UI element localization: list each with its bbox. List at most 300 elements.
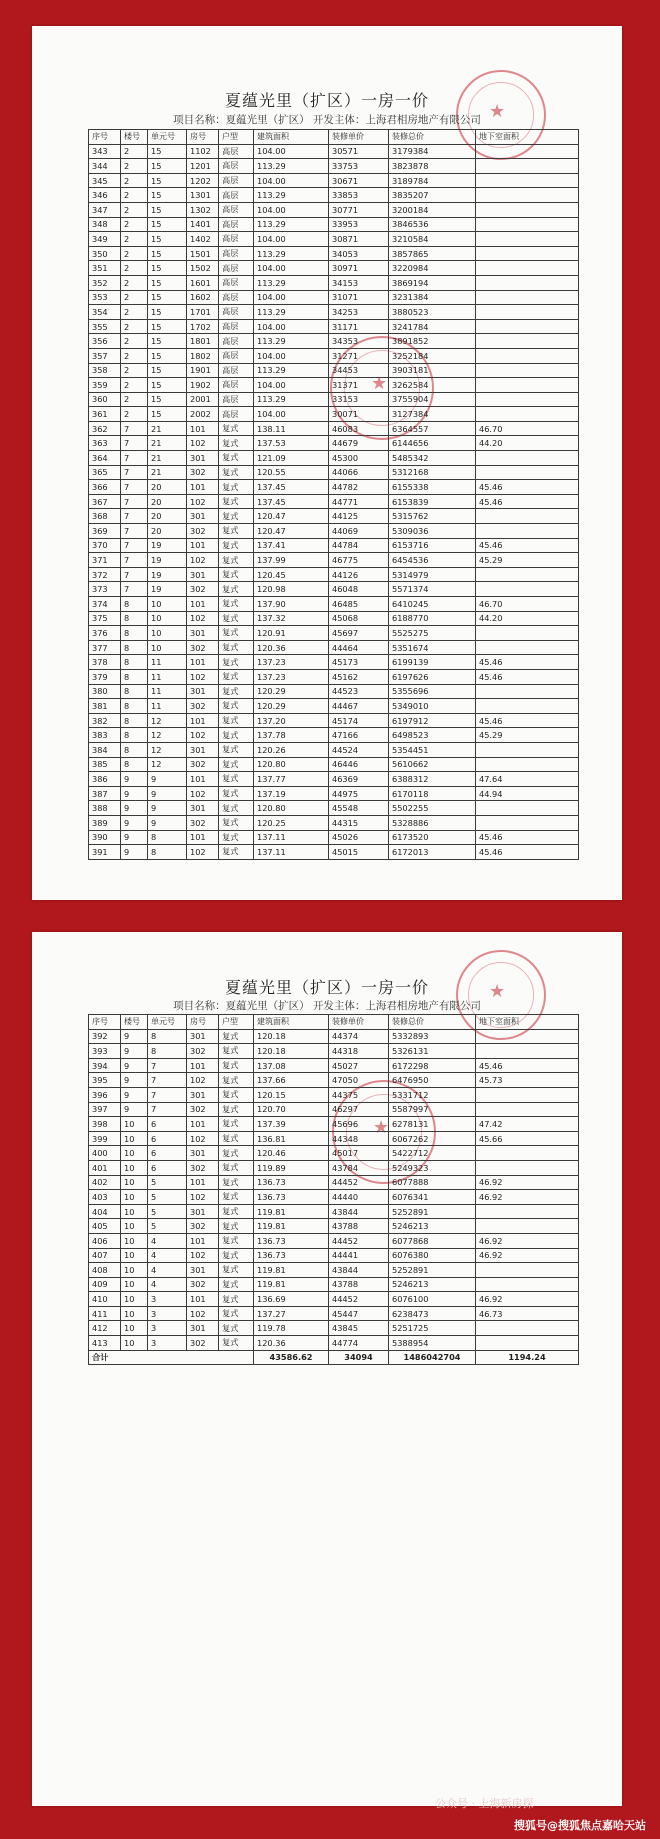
table-cell: 高层 [219, 275, 254, 290]
table-cell: 复式 [219, 1248, 254, 1263]
table-cell: 119.81 [254, 1263, 329, 1278]
table-cell: 44.20 [476, 436, 579, 451]
table-cell: 371 [89, 553, 121, 568]
table-cell: 5422712 [389, 1146, 476, 1161]
table-cell: 43844 [329, 1204, 389, 1219]
table-cell: 360 [89, 392, 121, 407]
table-cell: 6170118 [389, 786, 476, 801]
table-cell: 5355696 [389, 684, 476, 699]
total-unit-price: 34094 [329, 1350, 389, 1365]
table-cell: 45.46 [476, 1058, 579, 1073]
table-cell: 302 [187, 1336, 219, 1351]
table-cell: 386 [89, 772, 121, 787]
table-cell: 5331712 [389, 1087, 476, 1102]
table-cell: 46.92 [476, 1190, 579, 1205]
table-row [89, 1190, 579, 1205]
table-cell: 复式 [219, 1306, 254, 1321]
table-cell: 10 [121, 1277, 148, 1292]
table-cell: 15 [148, 232, 187, 247]
table-cell: 47.64 [476, 772, 579, 787]
table-cell: 44467 [329, 699, 389, 714]
table-cell: 101 [187, 713, 219, 728]
table-cell: 5332893 [389, 1029, 476, 1044]
table-cell: 8 [148, 1029, 187, 1044]
table-cell: 137.11 [254, 845, 329, 860]
table-cell: 10 [121, 1263, 148, 1278]
table-cell: 复式 [219, 1029, 254, 1044]
table-cell: 2 [121, 261, 148, 276]
table-cell: 372 [89, 567, 121, 582]
table-cell: 120.36 [254, 640, 329, 655]
table-cell: 3903181 [389, 363, 476, 378]
table-cell [476, 684, 579, 699]
table-cell: 7 [148, 1073, 187, 1088]
table-cell: 10 [148, 640, 187, 655]
table-cell: 15 [148, 275, 187, 290]
project-subtitle: 项目名称：夏蕴光里（扩区） 开发主体：上海君相房地产有限公司 [173, 1000, 481, 1012]
table-cell: 119.89 [254, 1160, 329, 1175]
table-cell: 2 [121, 363, 148, 378]
table-cell: 120.26 [254, 742, 329, 757]
table-cell: 302 [187, 524, 219, 539]
table-cell: 387 [89, 786, 121, 801]
column-header: 装修总价 [389, 130, 476, 145]
table-row [89, 1306, 579, 1321]
table-cell: 369 [89, 524, 121, 539]
table-cell [476, 465, 579, 480]
table-cell: 11 [148, 699, 187, 714]
table-cell: 349 [89, 232, 121, 247]
table-cell: 138.11 [254, 421, 329, 436]
table-cell: 8 [121, 597, 148, 612]
table-cell: 6454536 [389, 553, 476, 568]
table-cell: 302 [187, 1219, 219, 1234]
table-cell: 2 [121, 378, 148, 393]
table-cell: 113.29 [254, 334, 329, 349]
table-row [89, 538, 579, 553]
table-cell [476, 1146, 579, 1161]
table-cell: 350 [89, 246, 121, 261]
column-header: 户型 [219, 1015, 254, 1030]
table-cell: 4 [148, 1248, 187, 1263]
table-cell: 15 [148, 217, 187, 232]
table-cell: 102 [187, 1306, 219, 1321]
table-row [89, 246, 579, 261]
table-cell: 120.47 [254, 509, 329, 524]
table-cell: 44440 [329, 1190, 389, 1205]
table-cell: 高层 [219, 217, 254, 232]
table-cell: 6153839 [389, 494, 476, 509]
table-cell: 6 [148, 1160, 187, 1175]
table-cell: 6173520 [389, 830, 476, 845]
table-cell: 343 [89, 144, 121, 159]
table-cell: 复式 [219, 830, 254, 845]
table-cell: 119.81 [254, 1277, 329, 1292]
document-page-1 [32, 26, 622, 900]
table-cell: 5312168 [389, 465, 476, 480]
table-cell: 31371 [329, 378, 389, 393]
table-cell: 113.29 [254, 217, 329, 232]
table-cell: 8 [121, 742, 148, 757]
table-cell: 7 [121, 494, 148, 509]
table-cell: 复式 [219, 757, 254, 772]
table-row [89, 845, 579, 860]
total-area: 43586.62 [254, 1350, 329, 1365]
table-cell: 44125 [329, 509, 389, 524]
table-row [89, 1117, 579, 1132]
table-cell: 102 [187, 436, 219, 451]
table-cell: 120.47 [254, 524, 329, 539]
table-cell: 44375 [329, 1087, 389, 1102]
table-cell: 3127384 [389, 407, 476, 422]
table-row [89, 1321, 579, 1336]
table-row [89, 699, 579, 714]
table-cell: 136.73 [254, 1175, 329, 1190]
table-cell: 1302 [187, 202, 219, 217]
table-cell: 399 [89, 1131, 121, 1146]
table-row [89, 815, 579, 830]
table-cell: 15 [148, 246, 187, 261]
column-header: 楼号 [121, 1015, 148, 1030]
table-cell: 6077868 [389, 1233, 476, 1248]
table-cell: 5246213 [389, 1219, 476, 1234]
table-cell: 34353 [329, 334, 389, 349]
table-cell: 3252184 [389, 348, 476, 363]
table-cell: 375 [89, 611, 121, 626]
table-cell [476, 144, 579, 159]
table-cell: 19 [148, 582, 187, 597]
table-header-row [89, 1015, 579, 1030]
table-cell: 45447 [329, 1306, 389, 1321]
table-cell: 113.29 [254, 363, 329, 378]
table-cell: 1802 [187, 348, 219, 363]
table-row [89, 597, 579, 612]
table-cell: 7 [148, 1058, 187, 1073]
table-cell: 45015 [329, 845, 389, 860]
table-cell: 301 [187, 801, 219, 816]
table-cell: 137.32 [254, 611, 329, 626]
table-cell: 3200184 [389, 202, 476, 217]
table-cell: 复式 [219, 772, 254, 787]
table-cell: 6199139 [389, 655, 476, 670]
table-cell: 复式 [219, 728, 254, 743]
table-cell: 复式 [219, 494, 254, 509]
table-cell: 102 [187, 1131, 219, 1146]
column-header: 单元号 [148, 130, 187, 145]
table-cell [476, 815, 579, 830]
table-cell: 355 [89, 319, 121, 334]
table-cell: 21 [148, 421, 187, 436]
table-cell: 复式 [219, 1219, 254, 1234]
table-row [89, 830, 579, 845]
table-cell: 364 [89, 451, 121, 466]
table-row [89, 305, 579, 320]
table-row [89, 1102, 579, 1117]
table-cell: 120.18 [254, 1044, 329, 1059]
table-cell: 363 [89, 436, 121, 451]
table-row [89, 334, 579, 349]
table-row [89, 144, 579, 159]
table-cell: 6 [148, 1146, 187, 1161]
table-cell: 3823878 [389, 159, 476, 174]
table-cell: 34053 [329, 246, 389, 261]
table-cell: 43788 [329, 1219, 389, 1234]
table-cell: 9 [121, 1073, 148, 1088]
table-cell: 8 [121, 684, 148, 699]
table-cell: 383 [89, 728, 121, 743]
table-cell [476, 742, 579, 757]
table-cell: 3835207 [389, 188, 476, 203]
table-cell: 3846536 [389, 217, 476, 232]
table-cell: 104.00 [254, 144, 329, 159]
table-cell: 361 [89, 407, 121, 422]
table-cell: 2 [121, 202, 148, 217]
table-cell: 6 [148, 1117, 187, 1132]
table-cell: 7 [121, 421, 148, 436]
table-cell: 9 [121, 845, 148, 860]
column-header: 装修总价 [389, 1015, 476, 1030]
table-cell: 351 [89, 261, 121, 276]
table-cell: 302 [187, 815, 219, 830]
table-cell: 1401 [187, 217, 219, 232]
table-cell: 高层 [219, 261, 254, 276]
table-cell: 7 [121, 538, 148, 553]
table-cell [476, 582, 579, 597]
table-row [89, 1263, 579, 1278]
table-cell: 2 [121, 173, 148, 188]
table-cell: 15 [148, 378, 187, 393]
table-cell: 2 [121, 334, 148, 349]
table-row [89, 494, 579, 509]
table-cell: 104.00 [254, 261, 329, 276]
table-cell: 复式 [219, 1336, 254, 1351]
table-cell: 3 [148, 1306, 187, 1321]
table-cell: 302 [187, 582, 219, 597]
table-cell: 385 [89, 757, 121, 772]
table-cell: 45174 [329, 713, 389, 728]
table-cell: 368 [89, 509, 121, 524]
table-cell: 44318 [329, 1044, 389, 1059]
table-cell: 6188770 [389, 611, 476, 626]
table-cell: 381 [89, 699, 121, 714]
table-cell: 15 [148, 407, 187, 422]
table-cell: 137.19 [254, 786, 329, 801]
table-cell: 复式 [219, 1131, 254, 1146]
table-cell: 5610662 [389, 757, 476, 772]
table-cell: 45027 [329, 1058, 389, 1073]
table-cell: 390 [89, 830, 121, 845]
table-cell: 45.29 [476, 553, 579, 568]
table-cell: 30571 [329, 144, 389, 159]
table-cell: 5571374 [389, 582, 476, 597]
table-cell: 44.94 [476, 786, 579, 801]
table-row [89, 1146, 579, 1161]
table-cell: 5354451 [389, 742, 476, 757]
table-cell [476, 407, 579, 422]
table-cell: 30071 [329, 407, 389, 422]
table-cell: 复式 [219, 451, 254, 466]
table-cell: 15 [148, 319, 187, 334]
table-cell: 43845 [329, 1321, 389, 1336]
table-cell: 6144656 [389, 436, 476, 451]
table-cell: 2 [121, 275, 148, 290]
table-cell: 9 [121, 815, 148, 830]
table-cell: 120.45 [254, 567, 329, 582]
table-cell: 45.66 [476, 1131, 579, 1146]
table-cell: 136.73 [254, 1248, 329, 1263]
table-cell: 复式 [219, 655, 254, 670]
table-cell: 复式 [219, 480, 254, 495]
table-cell: 31171 [329, 319, 389, 334]
table-cell: 9 [148, 801, 187, 816]
table-cell: 46.73 [476, 1306, 579, 1321]
table-cell: 11 [148, 669, 187, 684]
table-cell: 44374 [329, 1029, 389, 1044]
table-row [89, 728, 579, 743]
table-cell: 7 [148, 1087, 187, 1102]
table-cell: 9 [148, 815, 187, 830]
column-header: 地下室面积 [476, 1015, 579, 1030]
table-cell: 2 [121, 144, 148, 159]
table-cell [476, 246, 579, 261]
table-cell: 302 [187, 1102, 219, 1117]
table-row [89, 509, 579, 524]
table-cell: 高层 [219, 348, 254, 363]
table-cell: 15 [148, 305, 187, 320]
table-row [89, 626, 579, 641]
table-cell: 6 [148, 1131, 187, 1146]
table-header-row [89, 130, 579, 145]
table-cell: 10 [121, 1336, 148, 1351]
table-cell: 1502 [187, 261, 219, 276]
table-cell: 7 [121, 509, 148, 524]
table-cell: 397 [89, 1102, 121, 1117]
table-cell: 15 [148, 159, 187, 174]
table-cell: 高层 [219, 202, 254, 217]
table-cell: 复式 [219, 582, 254, 597]
table-row [89, 655, 579, 670]
table-cell: 高层 [219, 392, 254, 407]
table-cell: 405 [89, 1219, 121, 1234]
table-cell: 137.78 [254, 728, 329, 743]
table-cell: 复式 [219, 465, 254, 480]
table-cell: 359 [89, 378, 121, 393]
table-cell: 137.66 [254, 1073, 329, 1088]
table-cell: 44069 [329, 524, 389, 539]
table-cell: 6076100 [389, 1292, 476, 1307]
table-cell: 378 [89, 655, 121, 670]
table-cell: 356 [89, 334, 121, 349]
table-cell: 44315 [329, 815, 389, 830]
table-cell: 120.36 [254, 1336, 329, 1351]
table-cell: 44452 [329, 1175, 389, 1190]
table-cell: 408 [89, 1263, 121, 1278]
table-cell: 20 [148, 509, 187, 524]
project-subtitle: 项目名称：夏蕴光里（扩区） 开发主体：上海君相房地产有限公司 [173, 114, 481, 126]
table-cell: 4 [148, 1233, 187, 1248]
table-cell: 3 [148, 1336, 187, 1351]
table-cell: 44523 [329, 684, 389, 699]
table-cell: 复式 [219, 509, 254, 524]
table-cell: 45026 [329, 830, 389, 845]
table-cell: 353 [89, 290, 121, 305]
seal-star-icon: ★ [489, 101, 506, 122]
table-cell: 10 [121, 1219, 148, 1234]
table-cell: 9 [121, 1044, 148, 1059]
table-cell [476, 1087, 579, 1102]
table-cell: 344 [89, 159, 121, 174]
table-cell: 10 [121, 1233, 148, 1248]
table-cell: 45.73 [476, 1073, 579, 1088]
table-cell: 301 [187, 1321, 219, 1336]
table-cell: 5251725 [389, 1321, 476, 1336]
table-cell: 9 [121, 1102, 148, 1117]
table-cell: 406 [89, 1233, 121, 1248]
table-cell: 11 [148, 655, 187, 670]
table-cell: 137.41 [254, 538, 329, 553]
table-cell: 8 [121, 728, 148, 743]
table-cell [476, 378, 579, 393]
table-cell: 复式 [219, 1175, 254, 1190]
table-cell: 45.46 [476, 655, 579, 670]
table-cell: 10 [121, 1117, 148, 1132]
table-cell: 2 [121, 290, 148, 305]
total-basement-area: 1194.24 [476, 1350, 579, 1365]
table-cell: 137.27 [254, 1306, 329, 1321]
table-cell: 104.00 [254, 378, 329, 393]
total-row [89, 1350, 579, 1365]
table-cell: 8 [121, 713, 148, 728]
table-cell: 45162 [329, 669, 389, 684]
table-cell: 6076380 [389, 1248, 476, 1263]
table-cell: 396 [89, 1087, 121, 1102]
table-cell: 8 [121, 626, 148, 641]
table-cell: 104.00 [254, 202, 329, 217]
table-cell [476, 1321, 579, 1336]
table-cell: 20 [148, 480, 187, 495]
table-cell [476, 188, 579, 203]
table-cell: 30871 [329, 232, 389, 247]
page-title: 夏蕴光里（扩区）一房一价 [224, 978, 429, 997]
table-cell: 354 [89, 305, 121, 320]
table-cell: 393 [89, 1044, 121, 1059]
table-cell: 高层 [219, 173, 254, 188]
table-cell: 34153 [329, 275, 389, 290]
table-row [89, 1219, 579, 1234]
column-header: 序号 [89, 130, 121, 145]
watermark-text: 公众号 · 上海新房探 [435, 1797, 534, 1810]
table-cell: 30671 [329, 173, 389, 188]
table-cell: 复式 [219, 1160, 254, 1175]
table-cell: 6067262 [389, 1131, 476, 1146]
table-cell: 复式 [219, 1146, 254, 1161]
table-cell: 392 [89, 1029, 121, 1044]
table-cell: 10 [148, 597, 187, 612]
table-cell: 复式 [219, 815, 254, 830]
table-cell: 高层 [219, 305, 254, 320]
table-cell: 407 [89, 1248, 121, 1263]
table-cell: 9 [121, 1029, 148, 1044]
table-cell: 33953 [329, 217, 389, 232]
table-cell: 3220984 [389, 261, 476, 276]
table-cell: 301 [187, 509, 219, 524]
table-cell: 400 [89, 1146, 121, 1161]
table-row [89, 232, 579, 247]
table-cell: 高层 [219, 188, 254, 203]
table-cell: 复式 [219, 611, 254, 626]
table-row [89, 407, 579, 422]
table-cell: 46775 [329, 553, 389, 568]
